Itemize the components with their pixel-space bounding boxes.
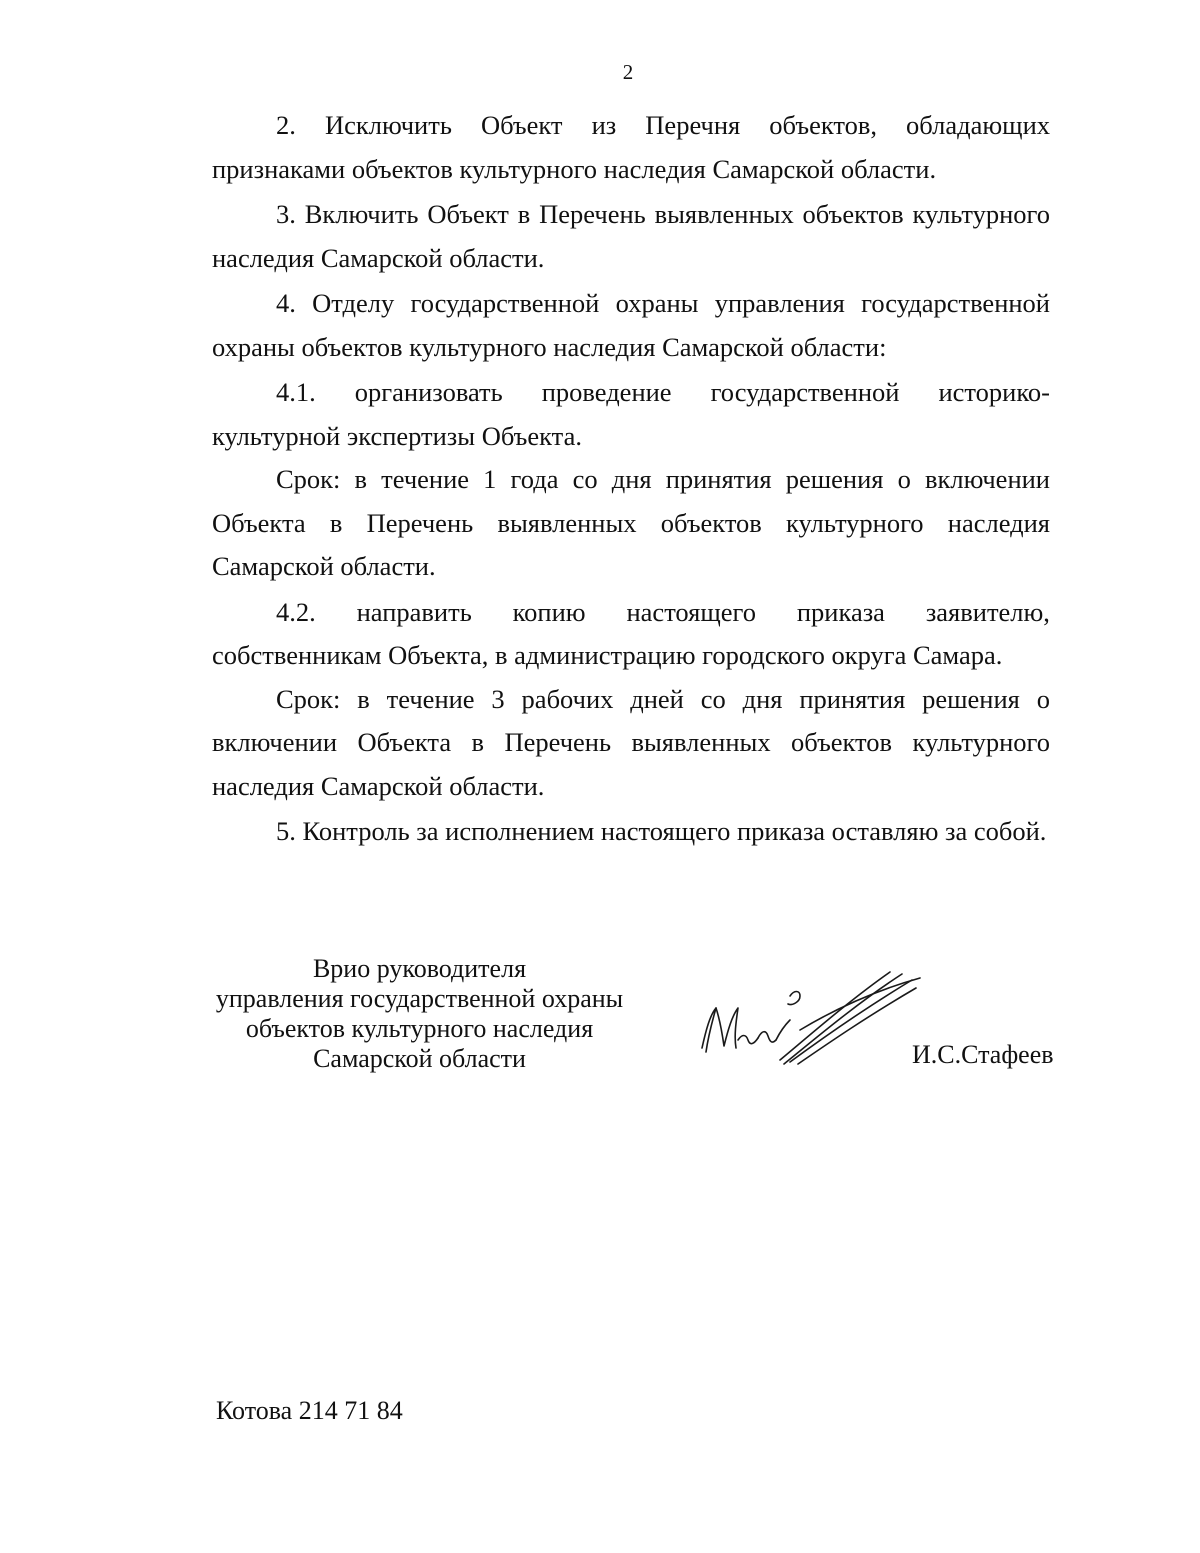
word: копию (512, 596, 586, 627)
signatory-position (212, 954, 627, 1074)
page-number: 2 (622, 60, 634, 84)
executor-contact: Котова 214 71 84 (216, 1396, 403, 1425)
paragraph-item-5: 5. Контроль за исполнением настоящего приказа оставляю за собой. (276, 816, 1047, 846)
paragraph-item-4-2-deadline: Срок: в течение 3 рабочих дней со дня принятия решения о включении Объекта в Перечень выявленных объектов культурного наследия Самарской области. (212, 683, 1050, 801)
paragraph-item-4-1-continuation: культурной экспертизы Объекта. (212, 420, 582, 451)
paragraph-item-3: 3. Включить Объект в Перечень выявленных объектов культурного наследия Самарской области. (212, 199, 1050, 273)
paragraph-item-4-1-first-line (212, 371, 1050, 415)
paragraph-item-4-1-deadline: Срок: в течение 1 года со дня принятия решения о включении Объекта в Перечень выявленных объектов культурного наследия Самарской области. (212, 464, 1050, 581)
signatory-position-line: управления государственной охраны (215, 984, 624, 1013)
paragraph-item-4-2-continuation: собственникам Объекта, в администрацию городского округа Самара. (212, 640, 1003, 670)
word: направить (356, 596, 472, 627)
word: организовать (354, 377, 503, 407)
paragraph-item-2: 2. Исключить Объект из Перечня объектов, обладающих признаками объектов культурного наследия Самарской области. (212, 110, 1050, 184)
signatory-position-line: Самарской области (313, 1044, 526, 1073)
paragraph-item-4: 4. Отделу государственной охраны управления государственной охраны объектов культурного наследия Самарской области: (212, 288, 1050, 362)
word: заявителю, (925, 596, 1050, 627)
word: приказа (796, 596, 885, 627)
signer-name: И.С.Стафеев (912, 1040, 1054, 1069)
signatory-position-line: объектов культурного наследия (245, 1014, 594, 1043)
word: настоящего (626, 596, 756, 627)
word: историко- (938, 377, 1050, 407)
signatory-position-line: Врио руководителя (312, 954, 527, 983)
paragraph-item-4-2-first-line (212, 591, 1050, 635)
word: 4.2. (276, 596, 316, 627)
word: проведение (541, 377, 672, 407)
word: 4.1. (276, 377, 316, 407)
handwritten-signature (680, 960, 930, 1080)
document-body (212, 104, 1050, 854)
word: государственной (710, 377, 900, 407)
